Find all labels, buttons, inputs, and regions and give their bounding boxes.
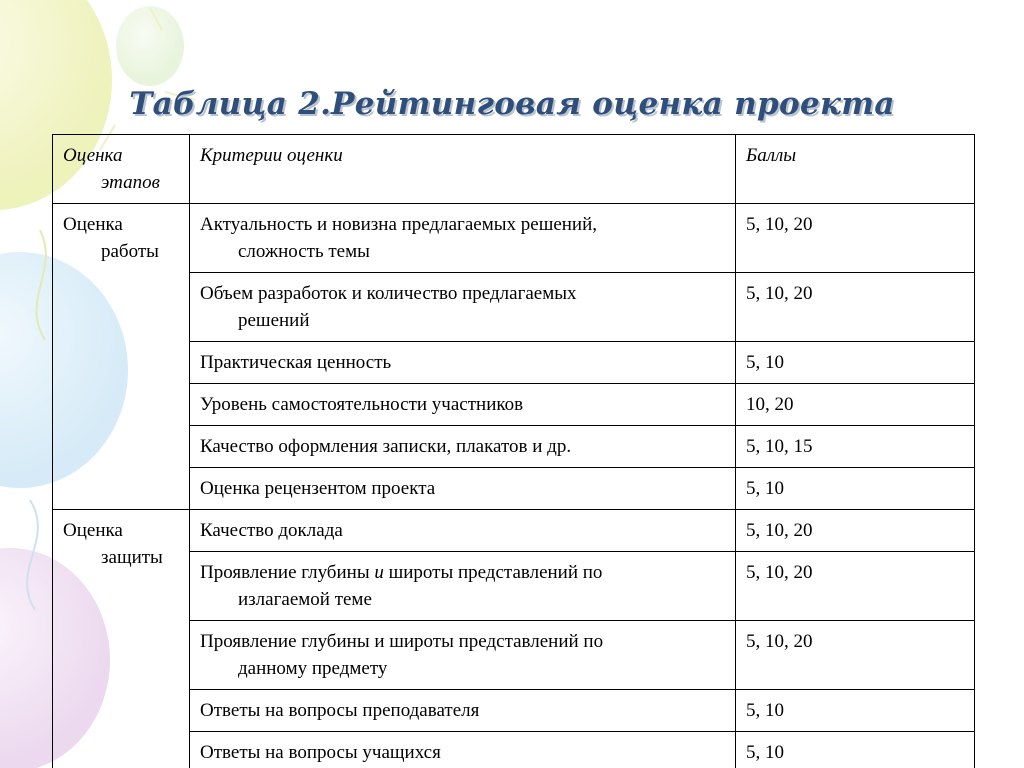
- criteria-cell: Проявление глубины и широты представлений по излагаемой теме: [190, 552, 736, 621]
- criteria-cell: Проявление глубины и широты представлений по данному предмету: [190, 621, 736, 690]
- table-row: [53, 621, 975, 690]
- header-cell-criteria: Критерии оценки: [190, 135, 736, 204]
- page-title: Таблица 2.Рейтинговая оценка проекта: [129, 86, 895, 122]
- points-cell: 5, 10: [736, 690, 975, 732]
- table-row: [53, 552, 975, 621]
- criteria-cell: Ответы на вопросы учащихся: [190, 732, 736, 768]
- criteria-cell: Уровень самостоятельности участников: [190, 384, 736, 426]
- table-row: [53, 690, 975, 732]
- points-cell: 5, 10, 15: [736, 426, 975, 468]
- points-cell: 5, 10, 20: [736, 510, 975, 552]
- header-cell-points: Баллы: [736, 135, 975, 204]
- points-cell: 5, 10: [736, 342, 975, 384]
- table-row: [53, 426, 975, 468]
- criteria-cell: Оценка рецензентом проекта: [190, 468, 736, 510]
- points-cell: 5, 10, 20: [736, 273, 975, 342]
- header-cell-stages: Оценка этапов: [53, 135, 190, 204]
- points-cell: 5, 10: [736, 732, 975, 768]
- criteria-cell: Качество оформления записки, плакатов и др.: [190, 426, 736, 468]
- points-cell: 5, 10, 20: [736, 552, 975, 621]
- criteria-cell: Актуальность и новизна предлагаемых решений, сложность темы: [190, 204, 736, 273]
- points-cell: 5, 10, 20: [736, 621, 975, 690]
- criteria-cell: Ответы на вопросы преподавателя: [190, 690, 736, 732]
- table-row: [53, 384, 975, 426]
- rating-table: [52, 134, 975, 768]
- points-cell: 10, 20: [736, 384, 975, 426]
- table-row: [53, 732, 975, 768]
- points-cell: 5, 10, 20: [736, 204, 975, 273]
- green-balloon-shape: [116, 6, 184, 86]
- table-row: [53, 204, 975, 273]
- stage-cell-defense: Оценка защиты: [53, 510, 190, 768]
- criteria-cell: Объем разработок и количество предлагаемых решений: [190, 273, 736, 342]
- criteria-cell: Практическая ценность: [190, 342, 736, 384]
- table-row: [53, 273, 975, 342]
- criteria-cell: Качество доклада: [190, 510, 736, 552]
- table-row: [53, 342, 975, 384]
- table-header-row: [53, 135, 975, 204]
- stage-cell-work: Оценка работы: [53, 204, 190, 510]
- table-row: [53, 468, 975, 510]
- points-cell: 5, 10: [736, 468, 975, 510]
- table-row: [53, 510, 975, 552]
